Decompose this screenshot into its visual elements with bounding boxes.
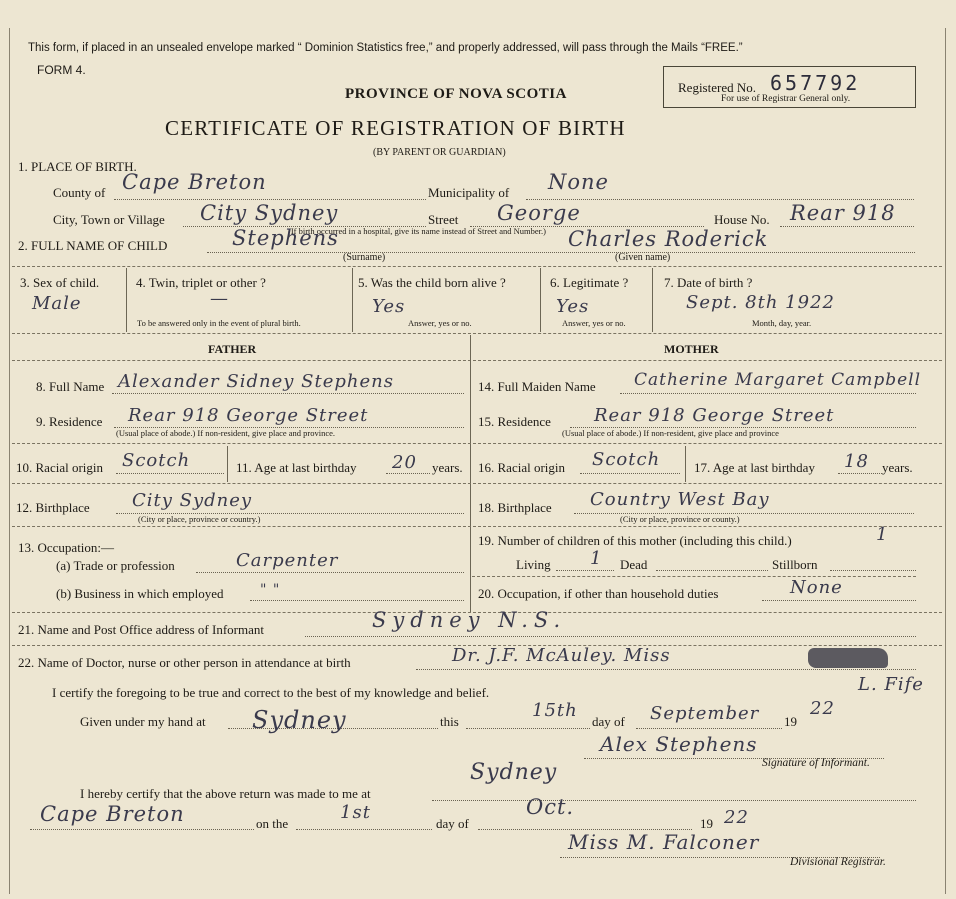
mother-residence-note: (Usual place of abode.) If non-resident, give place and province [562,428,779,438]
mother-birthplace-label: 18. Birthplace [478,500,552,515]
signature-caption: Signature of Informant. [762,757,870,769]
alive-value: Yes [372,296,406,317]
father-heading: FATHER [208,342,257,356]
father-birthplace-note: (City or place, province or country.) [138,514,261,524]
city-value: City Sydney [200,201,339,225]
father-birthplace-label: 12. Birthplace [16,500,90,515]
father-birthplace-value: City Sydney [132,490,253,511]
registrar-day-value: 1st [340,802,371,823]
month-value: September [650,703,760,724]
residence-rule [12,443,942,444]
hospital-note: (If birth occurred in a hospital, give its name instead of Street and Number.) [288,226,546,236]
mother-age-value: 18 [844,451,869,472]
legitimate-note: Answer, yes or no. [562,318,626,328]
registrar-caption: Divisional Registrar. [790,856,886,868]
year-prefix: 19 [784,714,797,729]
father-residence-note: (Usual place of abode.) If non-resident, give place and province. [116,428,336,438]
mother-residence-value: Rear 918 George Street [594,405,835,426]
registrar-day-of-label: day of [436,816,469,831]
mother-racial-label: 16. Racial origin [478,460,566,475]
registrar-month-value: Oct. [526,795,575,819]
street-value: George [497,201,581,225]
registrar-year-value: 22 [724,807,749,828]
month-line [636,728,782,729]
dob-note: Month, day, year. [752,318,812,328]
registered-label: Registered No. [678,80,756,95]
registrar-year-prefix: 19 [700,816,713,831]
children-label: 19. Number of children of this mother (including this child.) [478,533,792,548]
row3-top-rule [12,266,942,267]
business-line [250,600,464,601]
house-value: Rear 918 [790,201,896,225]
twin-label: 4. Twin, triplet or other ? [136,275,266,290]
racial-rule [12,483,942,484]
house-label: House No. [714,212,770,227]
trade-line [196,572,464,573]
stillborn-line [830,570,916,571]
registered-number: 657792 [770,71,861,95]
mother-name-line [620,393,916,394]
registrar-signature: Miss M. Falconer [568,830,760,854]
mother-row16-divider [685,446,686,482]
mother-racial-value: Scotch [592,449,661,470]
father-name-label: 8. Full Name [36,379,105,394]
twin-note: To be answered only in the event of plural birth. [137,318,301,328]
mother-age-label: 17. Age at last birthday [694,460,815,475]
registrar-county-line [30,829,254,830]
living-label: Living [516,557,551,572]
mother-racial-line [580,473,680,474]
given-name-caption: (Given name) [615,252,671,263]
municipality-value: None [548,170,609,194]
mother-name-label: 14. Full Maiden Name [478,379,596,394]
surname-caption: (Surname) [343,252,386,263]
dead-line [656,570,768,571]
sex-value: Male [32,293,82,314]
mother-age-line [838,473,882,474]
municipality-label: Municipality of [428,185,510,200]
father-racial-label: 10. Racial origin [16,460,104,475]
year-value: 22 [810,698,835,719]
day-of-label: day of [592,714,625,729]
child-surname: Stephens [232,226,339,250]
registrar-use-note: For use of Registrar General only. [721,94,851,104]
mother-occupation-line [762,600,916,601]
alive-note: Answer, yes or no. [408,318,472,328]
informant-value: Sydney N.S. [372,608,567,632]
father-years-label: years. [432,460,463,475]
on-the-label: on the [256,816,289,831]
municipality-line [526,199,914,200]
business-value: " " [260,582,281,598]
registered-box [663,66,916,108]
row3-divider-3 [540,268,541,332]
trade-label: (a) Trade or profession [56,558,175,573]
attendant-value-2: L. Fife [858,674,924,695]
row3-bottom-rule [12,333,942,334]
father-age-value: 20 [392,452,417,473]
dob-label: 7. Date of birth ? [664,275,753,290]
father-name-line [112,393,464,394]
house-line [780,226,914,227]
row3-divider-1 [126,268,127,332]
county-line [114,199,426,200]
alive-label: 5. Was the child born alive ? [358,275,506,290]
business-label: (b) Business in which employed [56,586,224,601]
living-line [556,570,614,571]
mother-birthplace-note: (City or place, province or county.) [620,514,740,524]
day-line [466,728,590,729]
mother-birthplace-value: Country West Bay [590,489,770,510]
father-age-label: 11. Age at last birthday [236,460,357,475]
attendant-label: 22. Name of Doctor, nurse or other person in attendance at birth [18,655,351,670]
registrar-place-line [432,800,916,801]
registrar-place-value: Sydney [470,760,558,785]
this-label: this [440,714,459,729]
city-label: City, Town or Village [53,212,165,227]
mother-years-label: years. [882,460,913,475]
father-name-value: Alexander Sidney Stephens [118,371,394,392]
children-rule [472,576,916,577]
county-value: Cape Breton [122,170,267,194]
children-value: 1 [876,524,889,545]
living-value: 1 [590,548,603,569]
father-occupation-label: 13. Occupation:— [18,540,115,555]
mail-notice: This form, if placed in an unsealed envelope marked “ Dominion Statistics free,” and properly addressed, will pass through the Mails “FREE.” [28,42,743,54]
given-label: Given under my hand at [80,714,206,729]
day-value: 15th [532,700,578,721]
sex-label: 3. Sex of child. [20,275,100,290]
place-of-birth-label: 1. PLACE OF BIRTH. [18,159,137,174]
legitimate-label: 6. Legitimate ? [550,275,629,290]
child-name-line [207,252,915,253]
registrar-statement: I hereby certify that the above return was made to me at [80,786,371,801]
dob-value: Sept. 8th 1922 [686,292,835,313]
father-racial-line [116,473,224,474]
father-residence-label: 9. Residence [36,414,103,429]
mother-occupation-label: 20. Occupation, if other than household duties [478,586,719,601]
father-row10-divider [227,446,228,482]
mother-heading: MOTHER [664,342,719,356]
province-heading: PROVINCE OF NOVA SCOTIA [345,86,567,102]
heading-rule [12,360,942,361]
attendant-value: Dr. J.F. McAuley. Miss [452,645,671,666]
informant-signature: Alex Stephens [600,732,758,756]
certificate-subtitle: (BY PARENT OR GUARDIAN) [373,147,506,158]
registrar-county-value: Cape Breton [40,802,185,826]
given-place-value: Sydney [252,706,347,734]
row3-divider-4 [652,268,653,332]
twin-value: — [210,288,229,309]
mother-name-value: Catherine Margaret Campbell [634,370,922,390]
father-racial-value: Scotch [122,450,191,471]
attendant-line [416,669,916,670]
birthplace-rule [12,526,942,527]
father-age-line [386,473,430,474]
certify-statement: I certify the foregoing to be true and correct to the best of my knowledge and belief. [52,685,490,700]
center-divider [470,335,471,612]
trade-value: Carpenter [236,550,339,571]
certificate-title: CERTIFICATE OF REGISTRATION OF BIRTH [165,116,626,140]
form-number: FORM 4. [37,63,86,77]
legitimate-value: Yes [556,296,590,317]
child-given-name: Charles Roderick [568,227,769,251]
mother-occupation-value: None [790,577,843,598]
county-label: County of [53,185,106,200]
dead-label: Dead [620,557,648,572]
stillborn-label: Stillborn [772,557,818,572]
child-name-label: 2. FULL NAME OF CHILD [18,238,168,253]
registrar-day-line [296,829,432,830]
row3-divider-2 [352,268,353,332]
ink-blot [808,648,888,668]
informant-label: 21. Name and Post Office address of Informant [18,622,264,637]
father-residence-value: Rear 918 George Street [128,405,369,426]
mother-residence-label: 15. Residence [478,414,551,429]
street-label: Street [428,212,459,227]
informant-line [305,636,916,637]
